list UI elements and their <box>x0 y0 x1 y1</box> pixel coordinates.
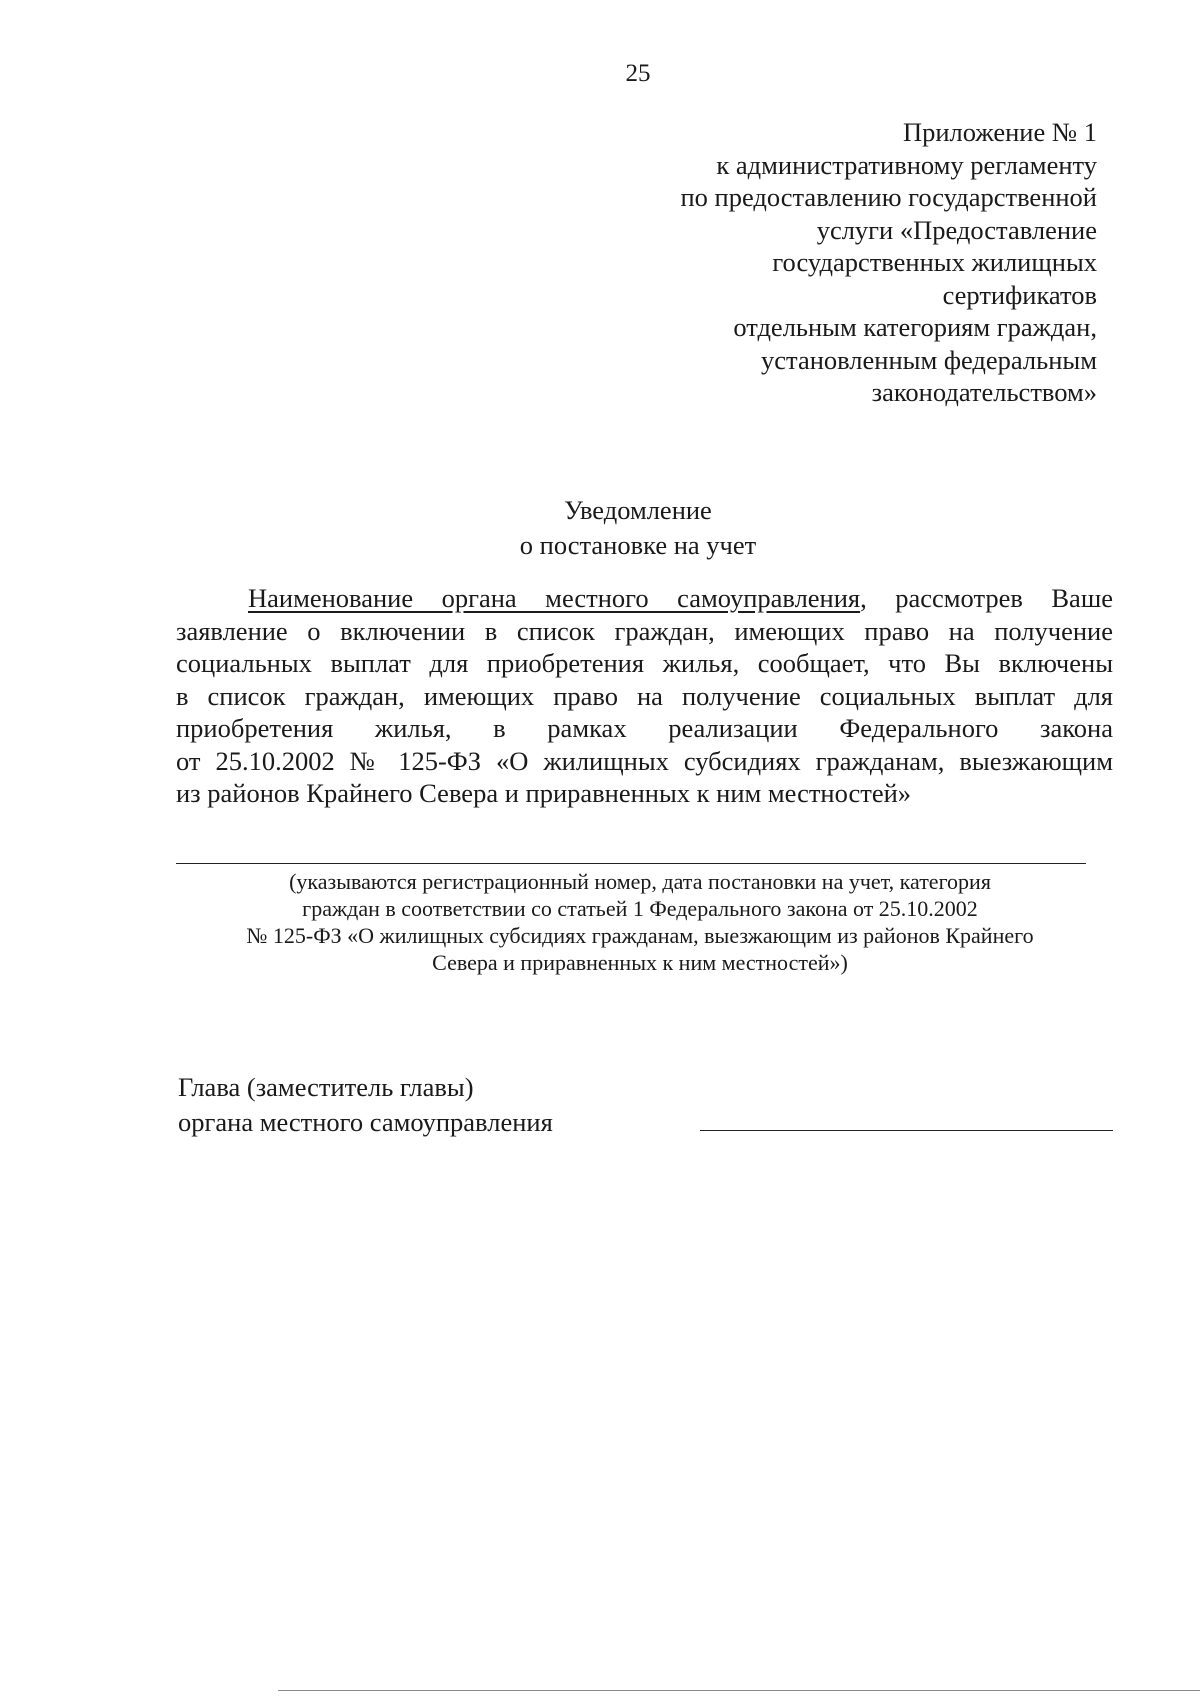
body-line: от 25.10.2002 № 125-ФЗ «О жилищных субсидиях гражданам, выезжающим <box>176 745 1113 776</box>
body-line-text: , рассмотрев Ваше <box>860 583 1113 613</box>
fill-line-caption <box>140 868 1140 976</box>
page-number: 25 <box>625 60 651 87</box>
appendix-line: Приложение № 1 <box>902 117 1097 147</box>
title-line-2: о постановке на учет <box>519 530 757 560</box>
appendix-line: сертификатов <box>942 279 1097 310</box>
body-line: из районов Крайнего Севера и приравненных к ним местностей» <box>176 778 912 808</box>
appendix-line: государственных жилищных <box>772 247 1097 277</box>
signature-line <box>700 1130 1113 1131</box>
appendix-line: законодательством» <box>871 377 1097 407</box>
appendix-line: услуги «Предоставление <box>816 214 1097 245</box>
scan-edge-line <box>278 1690 1200 1691</box>
appendix-line: установленным федеральным <box>761 344 1097 375</box>
caption-line: Севера и приравненных к ним местностей») <box>432 950 848 975</box>
appendix-header <box>680 116 1097 409</box>
document-title <box>0 493 1200 563</box>
notification-body <box>176 582 1113 810</box>
appendix-line: по предоставлению государственной <box>680 182 1097 212</box>
signatory-title: Глава (заместитель главы) <box>178 1072 474 1102</box>
appendix-line: к административному регламенту <box>716 149 1097 180</box>
signatory-organization: органа местного самоуправления <box>178 1107 553 1137</box>
caption-line: № 125-ФЗ «О жилищных субсидиях гражданам, выезжающим из районов Крайнего <box>246 923 1034 948</box>
caption-line: граждан в соответствии со статьей 1 Федерального закона от 25.10.2002 <box>302 896 978 921</box>
body-line: приобретения жилья, в рамках реализации Федерального закона <box>176 713 1113 743</box>
body-line: социальных выплат для приобретения жилья, сообщает, что Вы включены <box>176 648 1113 678</box>
body-line <box>176 582 1113 615</box>
body-line: заявление о включении в список граждан, имеющих право на получение <box>176 615 1113 646</box>
caption-line: (указываются регистрационный номер, дата постановки на учет, категория <box>289 869 991 894</box>
signature-block <box>178 1070 553 1140</box>
body-line: в список граждан, имеющих право на получение социальных выплат для <box>176 680 1113 711</box>
registration-details-fill-line <box>176 863 1086 864</box>
authority-name-placeholder: Наименование органа местного самоуправления <box>248 583 861 613</box>
appendix-line: отдельным категориям граждан, <box>733 312 1097 342</box>
title-line-1: Уведомление <box>564 495 712 525</box>
